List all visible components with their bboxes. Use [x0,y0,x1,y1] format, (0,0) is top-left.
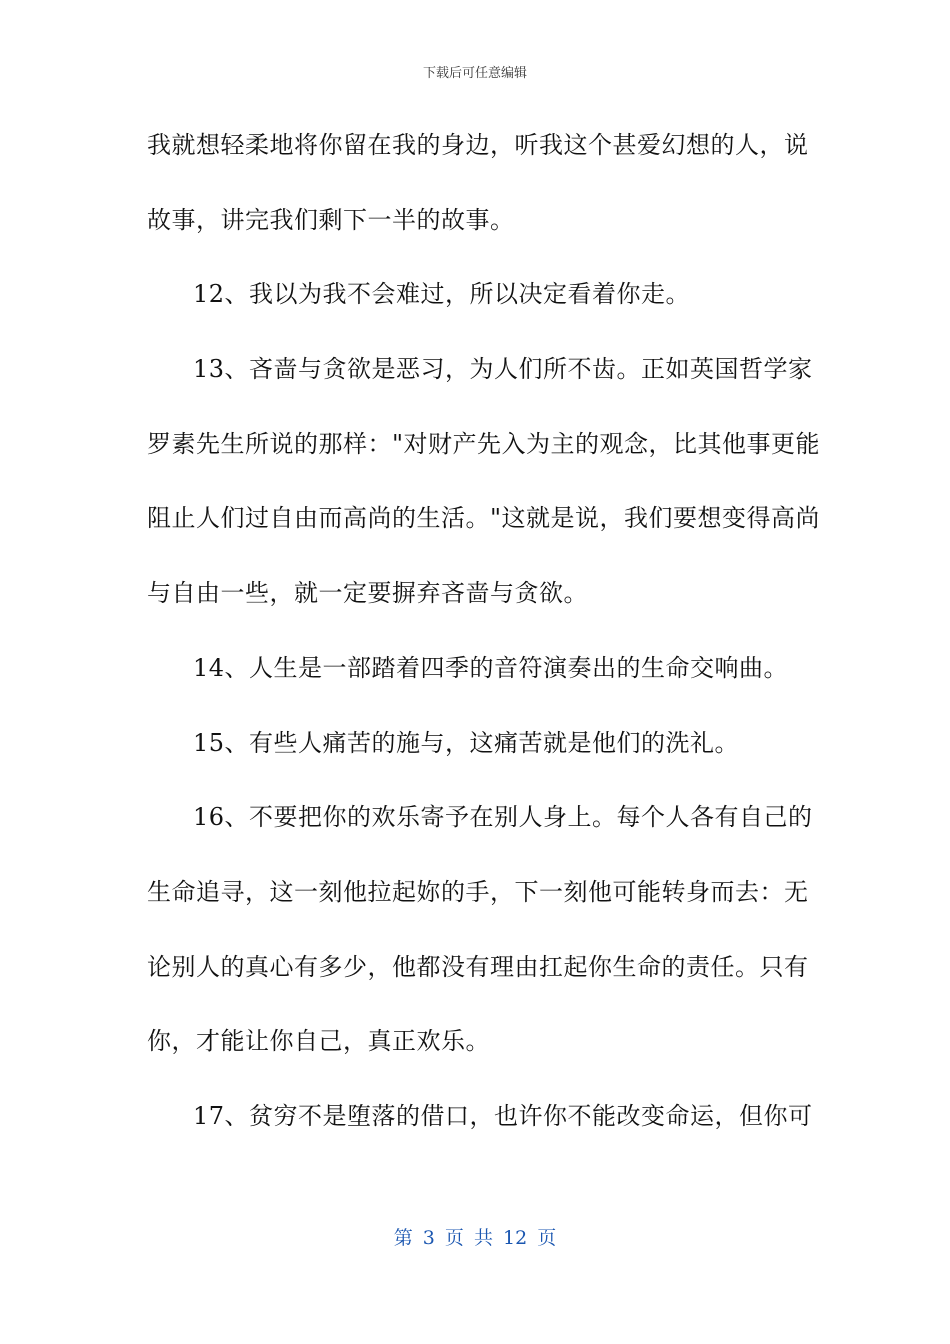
text-line: 15、有些人痛苦的施与，这痛苦就是他们的洗礼。 [193,728,740,757]
text-line: 14、人生是一部踏着四季的音符演奏出的生命交响曲。 [193,653,789,682]
text-line: 16、不要把你的欢乐寄予在别人身上。每个人各有自己的 [193,803,813,832]
text-line: 阻止人们过自由而高尚的生活。"这就是说，我们要想变得高尚 [147,504,821,533]
text-line: 故事，讲完我们剩下一半的故事。 [147,205,515,234]
text-line: 12、我以为我不会难过，所以决定看着你走。 [193,280,691,309]
page-footer: 第 3 页 共 12 页 [393,1227,557,1249]
text-line: 你，才能让你自己，真正欢乐。 [147,1027,490,1056]
text-line: 与自由一些，就一定要摒弃吝啬与贪欲。 [147,579,588,608]
text-line: 论别人的真心有多少，他都没有理由扛起你生命的责任。只有 [147,952,809,981]
text-line: 罗素先生所说的那样："对财产先入为主的观念，比其他事更能 [147,429,821,458]
page-header: 下载后可任意编辑 [422,66,527,81]
text-line: 13、吝啬与贪欲是恶习，为人们所不齿。正如英国哲学家 [193,355,813,384]
text-line: 17、贫穷不是堕落的借口，也许你不能改变命运，但你可 [193,1101,813,1130]
text-line: 我就想轻柔地将你留在我的身边，听我这个甚爱幻想的人，说 [147,131,809,159]
text-line: 生命追寻，这一刻他拉起妳的手，下一刻他可能转身而去：无 [147,877,809,906]
document-body [147,108,821,1154]
